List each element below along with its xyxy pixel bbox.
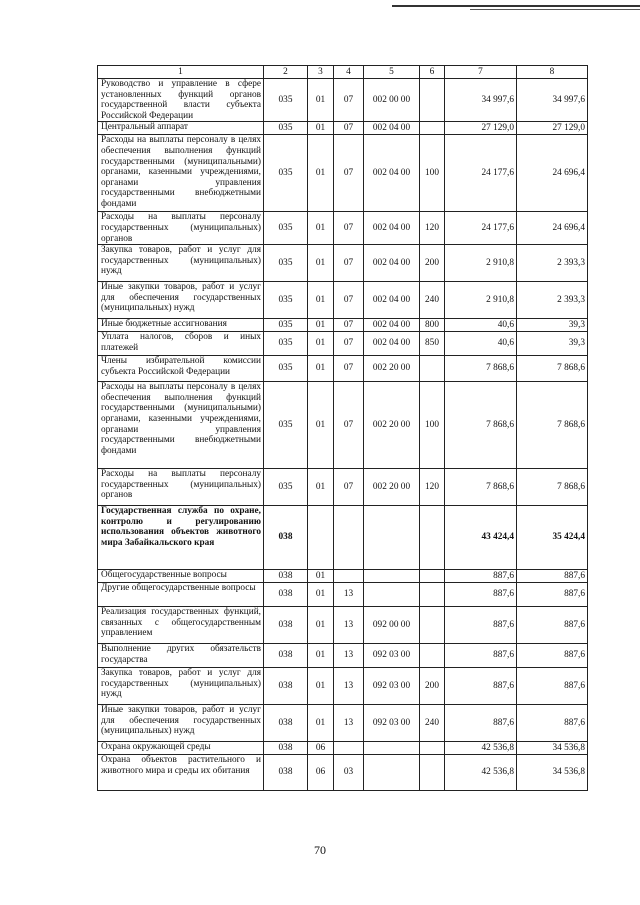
cell-code-expense-type: 100 xyxy=(420,135,445,212)
cell-code-subsection xyxy=(334,742,364,755)
cell-amount-2: 24 696,4 xyxy=(517,135,588,212)
cell-code-expense-type xyxy=(420,356,445,382)
table-row xyxy=(98,644,588,668)
header-rule-thin xyxy=(470,9,640,10)
cell-code-section: 01 xyxy=(308,570,334,583)
cell-code-target: 092 03 00 xyxy=(364,668,420,705)
cell-code-subsection: 07 xyxy=(334,382,364,469)
cell-code-section: 01 xyxy=(308,245,334,282)
cell-amount-2: 887,6 xyxy=(517,668,588,705)
cell-code-subsection: 07 xyxy=(334,122,364,135)
cell-amount-1: 2 910,8 xyxy=(445,282,517,319)
cell-amount-1: 42 536,8 xyxy=(445,755,517,791)
cell-amount-2: 887,6 xyxy=(517,644,588,668)
cell-code-subsection xyxy=(334,506,364,570)
cell-code-section xyxy=(308,506,334,570)
cell-code-section: 01 xyxy=(308,705,334,742)
cell-amount-1: 42 536,8 xyxy=(445,742,517,755)
cell-code-ministry: 038 xyxy=(264,583,308,607)
row-name: Центральный аппарат xyxy=(98,122,264,135)
row-name: Расходы на выплаты персоналу в целях обеспечения выполнения функций государственными (муниципальными) органами, казенными учреждениями, органами управления государственными внебюджетными фондами xyxy=(98,382,264,469)
cell-code-expense-type: 850 xyxy=(420,332,445,356)
cell-code-target xyxy=(364,583,420,607)
cell-code-subsection: 13 xyxy=(334,644,364,668)
cell-code-section: 01 xyxy=(308,282,334,319)
cell-amount-1: 887,6 xyxy=(445,607,517,644)
cell-code-ministry: 035 xyxy=(264,356,308,382)
cell-code-expense-type: 200 xyxy=(420,668,445,705)
cell-code-section: 01 xyxy=(308,356,334,382)
cell-code-ministry: 038 xyxy=(264,742,308,755)
cell-code-expense-type xyxy=(420,755,445,791)
row-name: Выполнение других обязательств государства xyxy=(98,644,264,668)
table-row xyxy=(98,282,588,319)
cell-code-expense-type: 120 xyxy=(420,469,445,506)
cell-code-target: 002 00 00 xyxy=(364,79,420,122)
cell-code-section: 01 xyxy=(308,644,334,668)
cell-code-expense-type: 120 xyxy=(420,212,445,245)
cell-amount-2: 887,6 xyxy=(517,570,588,583)
row-name: Общегосударственные вопросы xyxy=(98,570,264,583)
cell-code-subsection: 07 xyxy=(334,245,364,282)
table-row xyxy=(98,332,588,356)
table-row xyxy=(98,212,588,245)
cell-code-section: 01 xyxy=(308,607,334,644)
table-row xyxy=(98,705,588,742)
col-header: 4 xyxy=(334,66,364,79)
table-row xyxy=(98,135,588,212)
cell-code-target xyxy=(364,742,420,755)
cell-code-expense-type: 100 xyxy=(420,382,445,469)
row-name: Государственная служба по охране, контролю и регулированию использования объектов животного мира Забайкальского края xyxy=(98,506,264,570)
cell-code-target: 092 03 00 xyxy=(364,705,420,742)
cell-code-ministry: 038 xyxy=(264,705,308,742)
cell-code-ministry: 035 xyxy=(264,319,308,332)
table-row xyxy=(98,506,588,570)
cell-amount-2: 34 536,8 xyxy=(517,755,588,791)
cell-amount-1: 40,6 xyxy=(445,332,517,356)
cell-code-target: 002 20 00 xyxy=(364,356,420,382)
row-name: Расходы на выплаты персоналу государственных (муниципальных) органов xyxy=(98,469,264,506)
cell-code-expense-type xyxy=(420,644,445,668)
row-name: Закупка товаров, работ и услуг для государственных (муниципальных) нужд xyxy=(98,668,264,705)
cell-code-target: 002 20 00 xyxy=(364,469,420,506)
cell-amount-2: 39,3 xyxy=(517,319,588,332)
table-row xyxy=(98,755,588,791)
cell-code-expense-type: 240 xyxy=(420,705,445,742)
row-name: Руководство и управление в сфере установленных функций органов государственной власти субъекта Российской Федерации xyxy=(98,79,264,122)
cell-code-subsection xyxy=(334,570,364,583)
col-header: 7 xyxy=(445,66,517,79)
cell-amount-2: 35 424,4 xyxy=(517,506,588,570)
row-name: Закупка товаров, работ и услуг для государственных (муниципальных) нужд xyxy=(98,245,264,282)
cell-amount-2: 7 868,6 xyxy=(517,382,588,469)
row-name: Иные бюджетные ассигнования xyxy=(98,319,264,332)
cell-amount-2: 887,6 xyxy=(517,583,588,607)
cell-code-section: 01 xyxy=(308,668,334,705)
table-row xyxy=(98,245,588,282)
cell-code-target: 002 04 00 xyxy=(364,212,420,245)
row-name: Уплата налогов, сборов и иных платежей xyxy=(98,332,264,356)
cell-code-target xyxy=(364,755,420,791)
cell-code-subsection: 13 xyxy=(334,668,364,705)
cell-code-subsection: 13 xyxy=(334,705,364,742)
cell-amount-1: 887,6 xyxy=(445,583,517,607)
cell-code-ministry: 038 xyxy=(264,644,308,668)
row-name: Расходы на выплаты персоналу в целях обеспечения выполнения функций государственными (муниципальными) органами, казенными учреждениями, органами управления государственными внебюджетными фондами xyxy=(98,135,264,212)
cell-code-subsection: 07 xyxy=(334,469,364,506)
cell-amount-2: 887,6 xyxy=(517,705,588,742)
table-row xyxy=(98,356,588,382)
cell-code-target: 002 20 00 xyxy=(364,382,420,469)
cell-code-expense-type xyxy=(420,122,445,135)
table-row xyxy=(98,607,588,644)
col-header: 6 xyxy=(420,66,445,79)
col-header: 5 xyxy=(364,66,420,79)
cell-code-target: 002 04 00 xyxy=(364,332,420,356)
cell-code-ministry: 035 xyxy=(264,282,308,319)
table-row xyxy=(98,570,588,583)
header-row xyxy=(98,66,588,79)
table-body xyxy=(98,79,588,791)
cell-code-section: 01 xyxy=(308,79,334,122)
col-header: 1 xyxy=(98,66,264,79)
cell-amount-1: 7 868,6 xyxy=(445,356,517,382)
cell-code-expense-type xyxy=(420,742,445,755)
row-name: Иные закупки товаров, работ и услуг для обеспечения государственных (муниципальных) нужд xyxy=(98,282,264,319)
row-name: Другие общегосударственные вопросы xyxy=(98,583,264,607)
table-row xyxy=(98,79,588,122)
cell-amount-1: 24 177,6 xyxy=(445,135,517,212)
cell-code-section: 01 xyxy=(308,212,334,245)
cell-amount-1: 34 997,6 xyxy=(445,79,517,122)
cell-code-ministry: 038 xyxy=(264,570,308,583)
row-name: Охрана объектов растительного и животного мира и среды их обитания xyxy=(98,755,264,791)
cell-code-target: 092 00 00 xyxy=(364,607,420,644)
cell-amount-2: 887,6 xyxy=(517,607,588,644)
row-name: Члены избирательной комиссии субъекта Российской Федерации xyxy=(98,356,264,382)
table-row xyxy=(98,319,588,332)
cell-amount-2: 7 868,6 xyxy=(517,356,588,382)
header-rule xyxy=(392,5,640,7)
cell-code-subsection: 07 xyxy=(334,332,364,356)
cell-code-ministry: 035 xyxy=(264,212,308,245)
table-header xyxy=(98,66,588,79)
cell-code-expense-type: 240 xyxy=(420,282,445,319)
cell-code-subsection: 07 xyxy=(334,319,364,332)
cell-code-target: 092 03 00 xyxy=(364,644,420,668)
cell-amount-1: 43 424,4 xyxy=(445,506,517,570)
cell-code-expense-type xyxy=(420,79,445,122)
cell-amount-1: 887,6 xyxy=(445,644,517,668)
cell-code-section: 06 xyxy=(308,755,334,791)
cell-amount-1: 7 868,6 xyxy=(445,382,517,469)
cell-amount-1: 40,6 xyxy=(445,319,517,332)
cell-code-target: 002 04 00 xyxy=(364,122,420,135)
cell-code-ministry: 038 xyxy=(264,668,308,705)
col-header: 2 xyxy=(264,66,308,79)
cell-code-expense-type: 800 xyxy=(420,319,445,332)
cell-code-target: 002 04 00 xyxy=(364,245,420,282)
col-header: 8 xyxy=(517,66,588,79)
cell-code-expense-type xyxy=(420,506,445,570)
cell-amount-1: 887,6 xyxy=(445,705,517,742)
cell-amount-2: 7 868,6 xyxy=(517,469,588,506)
cell-amount-2: 34 997,6 xyxy=(517,79,588,122)
cell-code-ministry: 035 xyxy=(264,135,308,212)
cell-code-subsection: 07 xyxy=(334,135,364,212)
page-number: 70 xyxy=(314,843,326,857)
cell-amount-2: 27 129,0 xyxy=(517,122,588,135)
cell-code-section: 01 xyxy=(308,332,334,356)
cell-code-target xyxy=(364,570,420,583)
cell-code-expense-type xyxy=(420,570,445,583)
cell-code-section: 01 xyxy=(308,319,334,332)
cell-code-ministry: 035 xyxy=(264,122,308,135)
cell-code-section: 01 xyxy=(308,135,334,212)
col-header: 3 xyxy=(308,66,334,79)
cell-code-expense-type xyxy=(420,583,445,607)
cell-code-ministry: 035 xyxy=(264,245,308,282)
table-row xyxy=(98,583,588,607)
cell-code-section: 01 xyxy=(308,583,334,607)
cell-amount-2: 24 696,4 xyxy=(517,212,588,245)
row-name: Иные закупки товаров, работ и услуг для обеспечения государственных (муниципальных) нужд xyxy=(98,705,264,742)
cell-code-target: 002 04 00 xyxy=(364,282,420,319)
cell-amount-2: 34 536,8 xyxy=(517,742,588,755)
cell-code-ministry: 035 xyxy=(264,469,308,506)
table-row xyxy=(98,122,588,135)
cell-code-section: 06 xyxy=(308,742,334,755)
cell-code-ministry: 035 xyxy=(264,382,308,469)
cell-code-ministry: 035 xyxy=(264,332,308,356)
cell-amount-2: 39,3 xyxy=(517,332,588,356)
cell-amount-1: 887,6 xyxy=(445,570,517,583)
budget-table xyxy=(97,65,588,791)
cell-code-ministry: 038 xyxy=(264,506,308,570)
table-row xyxy=(98,668,588,705)
cell-code-ministry: 038 xyxy=(264,755,308,791)
cell-amount-1: 7 868,6 xyxy=(445,469,517,506)
cell-code-subsection: 07 xyxy=(334,282,364,319)
cell-code-subsection: 13 xyxy=(334,607,364,644)
cell-amount-1: 2 910,8 xyxy=(445,245,517,282)
cell-code-expense-type xyxy=(420,607,445,644)
cell-code-subsection: 03 xyxy=(334,755,364,791)
cell-amount-1: 887,6 xyxy=(445,668,517,705)
cell-amount-1: 24 177,6 xyxy=(445,212,517,245)
cell-code-target: 002 04 00 xyxy=(364,319,420,332)
cell-code-subsection: 07 xyxy=(334,212,364,245)
cell-code-section: 01 xyxy=(308,382,334,469)
cell-code-subsection: 07 xyxy=(334,356,364,382)
cell-code-subsection: 07 xyxy=(334,79,364,122)
cell-code-section: 01 xyxy=(308,122,334,135)
cell-amount-2: 2 393,3 xyxy=(517,245,588,282)
row-name: Расходы на выплаты персоналу государственных (муниципальных) органов xyxy=(98,212,264,245)
cell-code-section: 01 xyxy=(308,469,334,506)
table-row xyxy=(98,469,588,506)
cell-amount-2: 2 393,3 xyxy=(517,282,588,319)
cell-code-ministry: 035 xyxy=(264,79,308,122)
cell-code-target xyxy=(364,506,420,570)
row-name: Реализация государственных функций, связанных с общегосударственным управлением xyxy=(98,607,264,644)
row-name: Охрана окружающей среды xyxy=(98,742,264,755)
cell-code-target: 002 04 00 xyxy=(364,135,420,212)
cell-code-expense-type: 200 xyxy=(420,245,445,282)
cell-code-subsection: 13 xyxy=(334,583,364,607)
cell-code-ministry: 038 xyxy=(264,607,308,644)
cell-amount-1: 27 129,0 xyxy=(445,122,517,135)
table-row xyxy=(98,742,588,755)
table-row xyxy=(98,382,588,469)
